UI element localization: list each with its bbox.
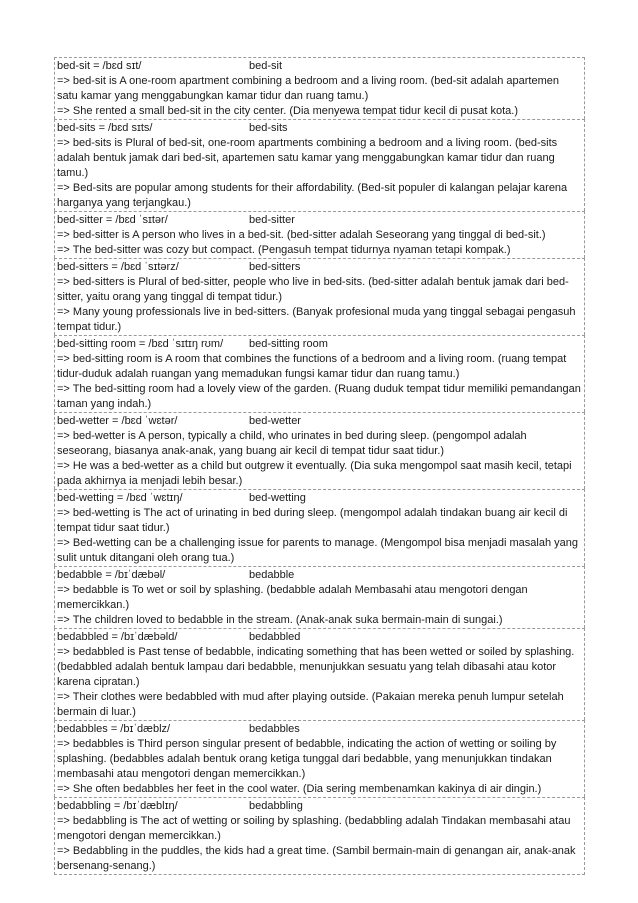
dictionary-page [54, 57, 585, 875]
entry-heading [57, 568, 582, 583]
entry-heading [57, 722, 582, 737]
definition: => bed-sitter is A person who lives in a bed-sit. (bed-sitter adalah Seseorang yang tinggal di bed-sit.) [57, 229, 546, 241]
definition: => bedabbling is The act of wetting or soiling by splashing. (bedabbling adalah Tindakan membasahi atau mengotori dengan memercikkan.) [57, 815, 571, 842]
pronunciation: bedabbling = /bɪˈdæblɪŋ/ [57, 800, 178, 812]
entry-bed-sits [54, 119, 585, 211]
pronunciation: bedabbles = /bɪˈdæblz/ [57, 723, 171, 735]
entry-heading [57, 337, 582, 352]
entry-heading [57, 799, 582, 814]
definition: => bed-sits is Plural of bed-sit, one-room apartments combining a bedroom and a living room. (bed-sits adalah bentuk jamak dari bed-sit, apartemen satu kamar yang menggabungkan kamar tidur dan ruang tamu.) [57, 137, 558, 179]
example: => Bed-wetting can be a challenging issue for parents to manage. (Mengompol bisa menjadi masalah yang sulit untuk ditangani oleh orang tua.) [57, 537, 578, 564]
example: => The bed-sitter was cozy but compact. (Pengasuh tempat tidurnya nyaman tetapi kompak.) [57, 244, 511, 256]
headword: bed-sitter [249, 214, 295, 226]
headword: bedabble [249, 569, 295, 581]
example: => Their clothes were bedabbled with mud after playing outside. (Pakaian mereka penuh lumpur setelah bermain di luar.) [57, 691, 564, 718]
pronunciation: bed-sitting room = /bɛd ˈsɪtɪŋ rʊm/ [57, 338, 224, 350]
entry-heading [57, 121, 582, 136]
entry-bedabbling [54, 797, 585, 875]
headword: bed-sitters [249, 261, 301, 273]
pronunciation: bed-sits = /bɛd sɪts/ [57, 122, 153, 134]
headword: bed-sits [249, 122, 288, 134]
pronunciation: bedabbled = /bɪˈdæbəld/ [57, 631, 178, 643]
example: => He was a bed-wetter as a child but outgrew it eventually. (Dia suka mengompol saat masih kecil, tetapi pada akhirnya ia menjadi lebih besar.) [57, 460, 572, 487]
example: => The children loved to bedabble in the stream. (Anak-anak suka bermain-main di sungai.) [57, 614, 503, 626]
pronunciation: bed-wetter = /bɛd ˈwɛtər/ [57, 415, 178, 427]
definition: => bed-sit is A one-room apartment combining a bedroom and a living room. (bed-sit adalah apartemen satu kamar yang menggabungkan kamar tidur dan ruang tamu.) [57, 75, 560, 102]
definition: => bed-wetter is A person, typically a child, who urinates in bed during sleep. (pengompol adalah seseorang, biasanya anak-anak, yang buang air kecil di tempat tidur saat tidur.) [57, 430, 527, 457]
pronunciation: bed-sit = /bɛd sɪt/ [57, 60, 142, 72]
example: => The bed-sitting room had a lovely view of the garden. (Ruang duduk tempat tidur memiliki pemandangan taman yang indah.) [57, 383, 581, 410]
example: => Many young professionals live in bed-sitters. (Banyak profesional muda yang tinggal sebagai pengasuh tempat tidur.) [57, 306, 576, 333]
entry-bedabble [54, 566, 585, 628]
pronunciation: bed-wetting = /bɛd ˈwɛtɪŋ/ [57, 492, 183, 504]
entry-bed-wetting [54, 489, 585, 566]
definition: => bed-sitting room is A room that combines the functions of a bedroom and a living room. (ruang tempat tidur-duduk adalah ruangan yang memadukan fungsi kamar tidur dan ruang tamu.) [57, 353, 567, 380]
entry-bed-sitters [54, 258, 585, 335]
entry-bed-sit [54, 57, 585, 119]
definition: => bedabble is To wet or soil by splashing. (bedabble adalah Membasahi atau mengotori dengan memercikkan.) [57, 584, 528, 611]
entry-bed-sitting-room [54, 335, 585, 412]
entry-bedabbles [54, 720, 585, 797]
entry-heading [57, 213, 582, 228]
pronunciation: bed-sitter = /bɛd ˈsɪtər/ [57, 214, 168, 226]
example: => She rented a small bed-sit in the city center. (Dia menyewa tempat tidur kecil di pusat kota.) [57, 105, 519, 117]
entry-bed-sitter [54, 211, 585, 258]
headword: bed-sit [249, 60, 283, 72]
headword: bed-sitting room [249, 338, 328, 350]
headword: bedabbling [249, 800, 303, 812]
entry-bed-wetter [54, 412, 585, 489]
example: => Bedabbling in the puddles, the kids had a great time. (Sambil bermain-main di genangan air, anak-anak bersenang-senang.) [57, 845, 576, 872]
definition: => bedabbles is Third person singular present of bedabble, indicating the action of wetting or soiling by splashing. (bedabbles adalah bentuk orang ketiga tunggal dari bedabble, yang menunjukkan tindakan membasahi atau mengotori dengan memercikkan.) [57, 738, 557, 780]
entry-heading [57, 59, 582, 74]
entry-heading [57, 414, 582, 429]
entry-heading [57, 491, 582, 506]
definition: => bedabbled is Past tense of bedabble, indicating something that has been wetted or soiled by splashing. (bedabbled adalah bentuk lampau dari bedabble, menunjukkan sesuatu yang telah dibasahi atau kotor karena cipratan.) [57, 646, 575, 688]
definition: => bed-sitters is Plural of bed-sitter, people who live in bed-sits. (bed-sitter adalah bentuk jamak dari bed-sitter, yaitu orang yang tinggal di tempat tidur.) [57, 276, 569, 303]
pronunciation: bed-sitters = /bɛd ˈsɪtərz/ [57, 261, 179, 273]
headword: bed-wetting [249, 492, 306, 504]
headword: bedabbled [249, 631, 301, 643]
entry-bedabbled [54, 628, 585, 720]
example: => Bed-sits are popular among students for their affordability. (Bed-sit populer di kalangan pelajar karena harganya yang terjangkau.) [57, 182, 568, 209]
headword: bed-wetter [249, 415, 301, 427]
entry-heading [57, 260, 582, 275]
example: => She often bedabbles her feet in the cool water. (Dia sering membenamkan kakinya di air dingin.) [57, 783, 542, 795]
headword: bedabbles [249, 723, 300, 735]
definition: => bed-wetting is The act of urinating in bed during sleep. (mengompol adalah tindakan buang air kecil di tempat tidur saat tidur.) [57, 507, 568, 534]
entry-heading [57, 630, 582, 645]
pronunciation: bedabble = /bɪˈdæbəl/ [57, 569, 166, 581]
